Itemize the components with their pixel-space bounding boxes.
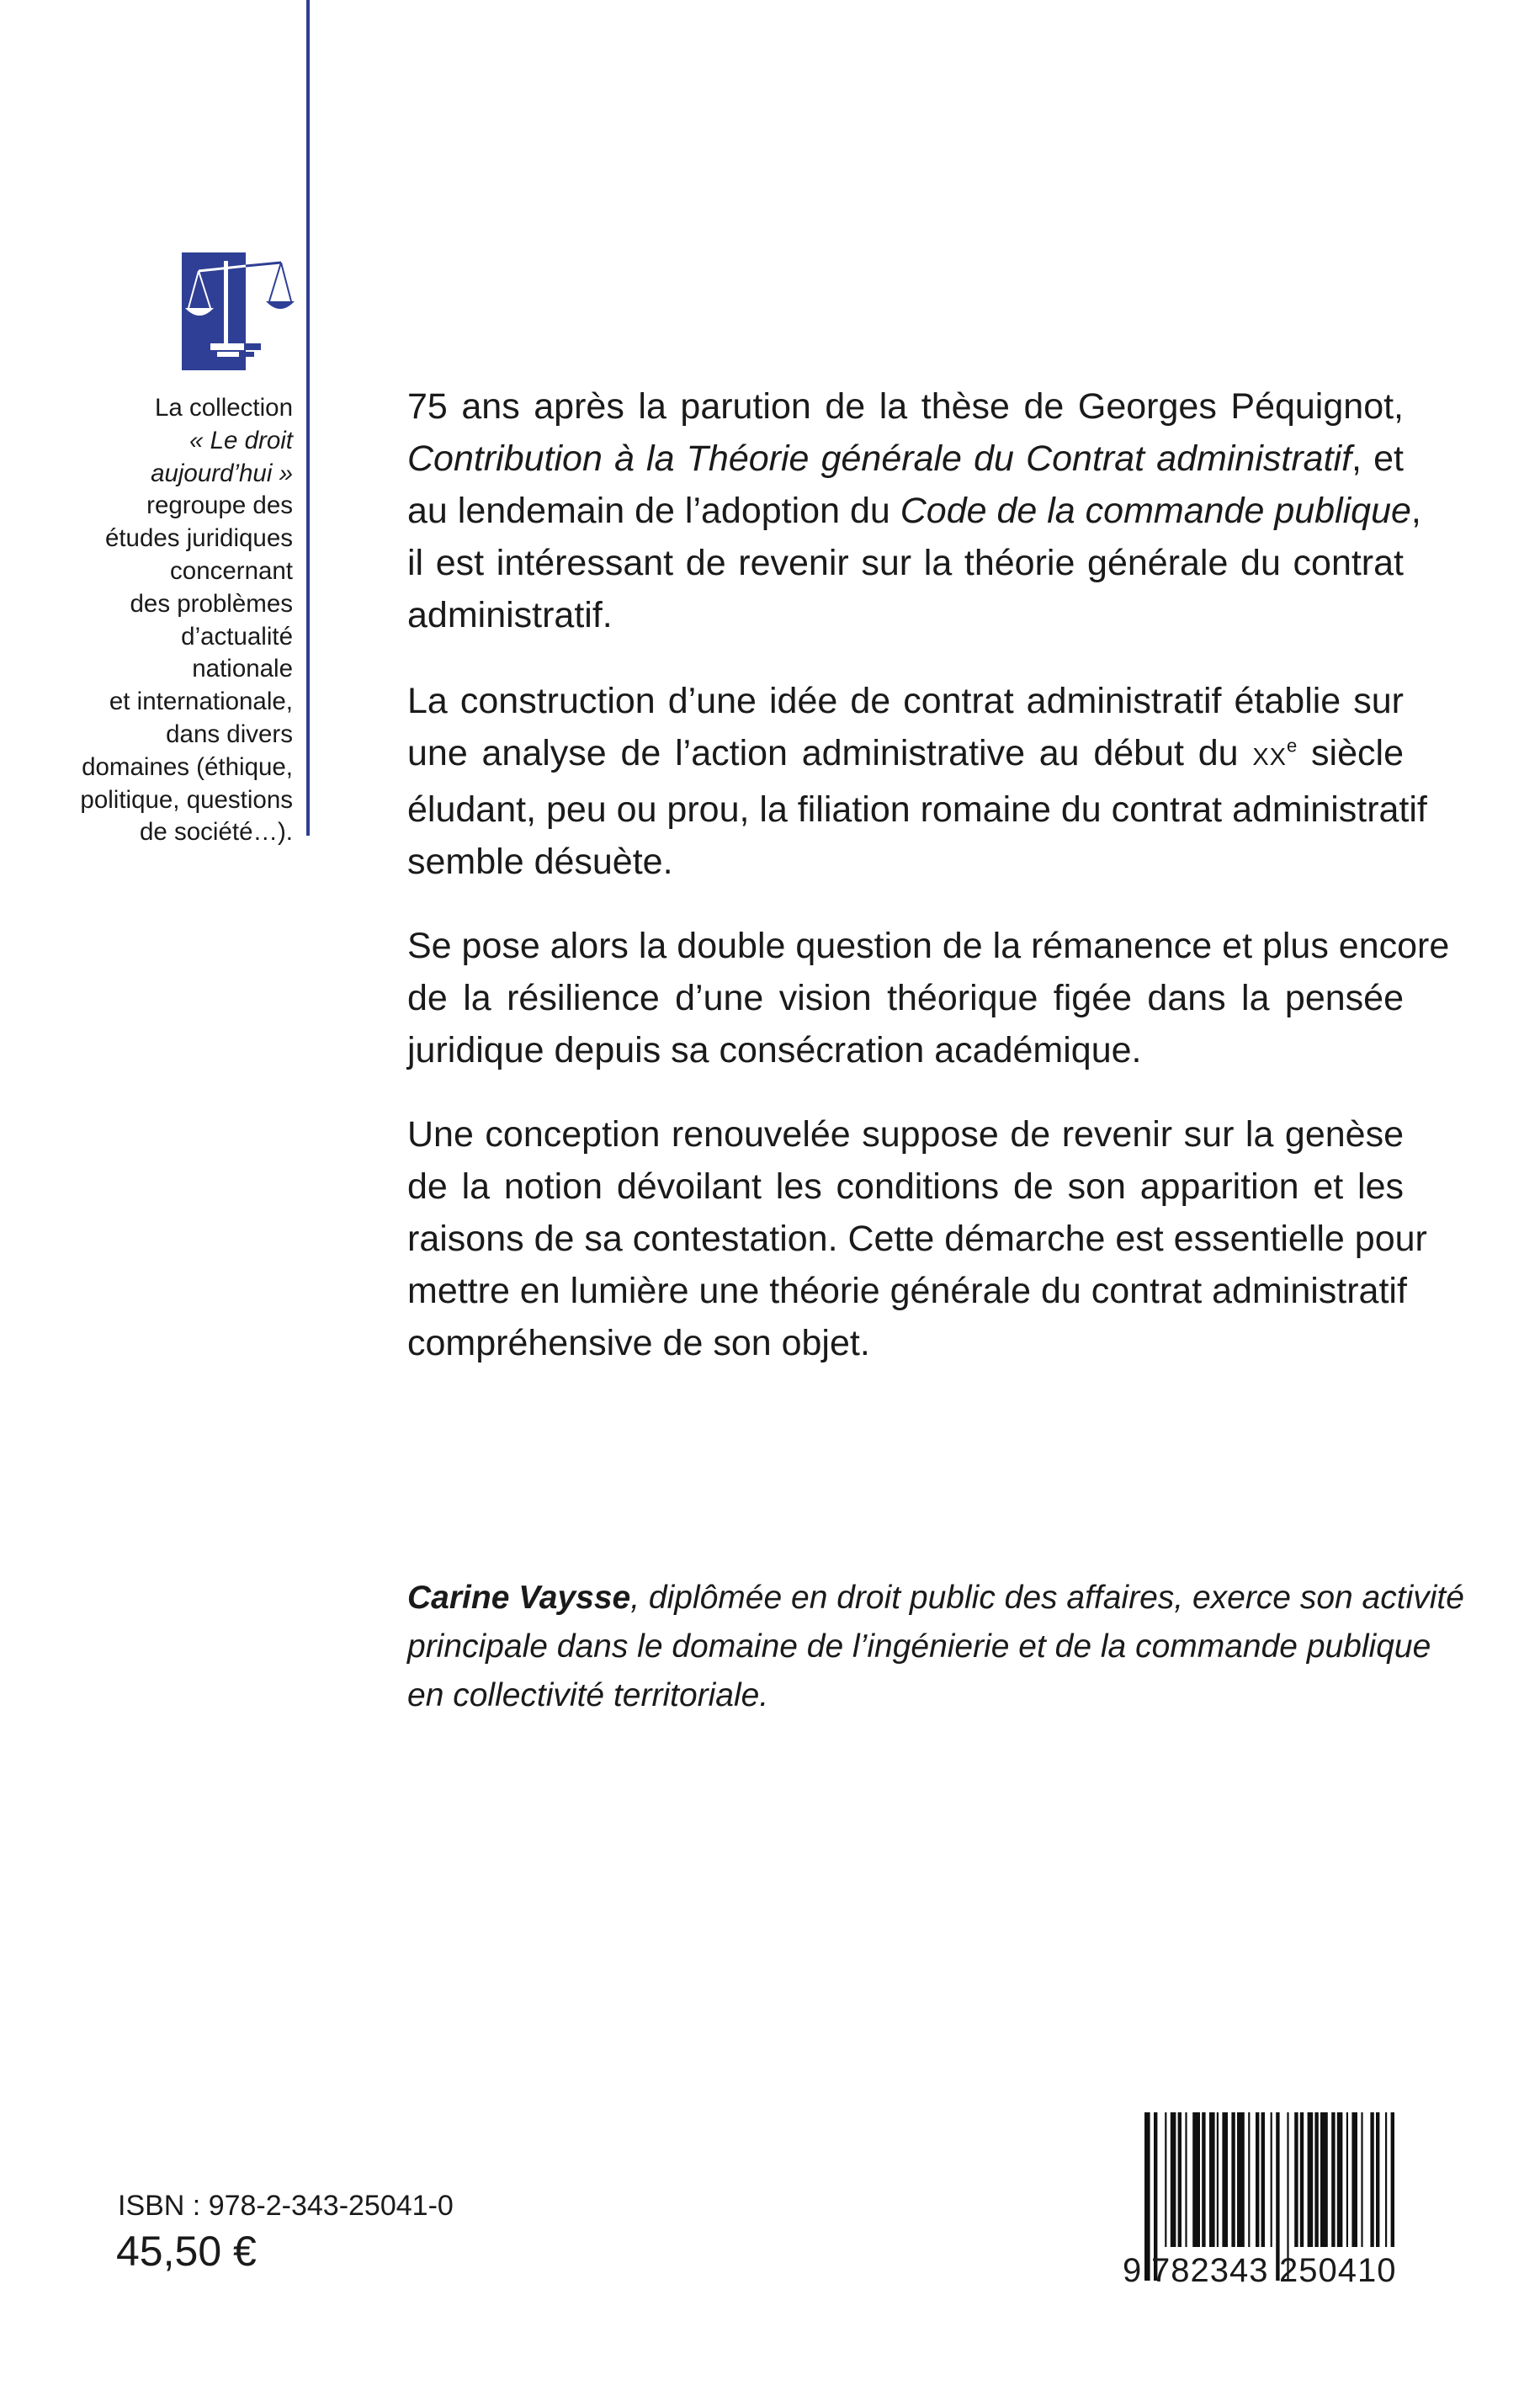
sidebar-line: études juridiques	[104, 524, 293, 553]
barcode-bar	[1231, 2112, 1235, 2247]
author-name: Carine Vaysse	[407, 1580, 631, 1616]
sidebar-line: regroupe des	[146, 491, 293, 520]
author-bio	[407, 1574, 1464, 1720]
barcode-bar	[1308, 2112, 1314, 2247]
sidebar-line: concernant	[170, 556, 293, 585]
barcode-bar	[1222, 2112, 1228, 2247]
century-numeral: XX	[1252, 744, 1288, 771]
isbn-label: ISBN : 978-2-343-25041-0	[118, 2190, 454, 2222]
text-line: 75 ans après la parution de la thèse de Georges Péquignot,	[407, 386, 1404, 427]
text-line: Se pose alors la double question de la rémanence et plus encore	[407, 926, 1450, 966]
barcode-bar	[1294, 2112, 1298, 2247]
text-line: compréhensive de son objet.	[407, 1323, 870, 1363]
sidebar-line: politique, questions	[80, 785, 293, 814]
summary-paragraph-3	[407, 920, 1450, 1076]
sidebar-line: domaines (éthique,	[82, 752, 293, 781]
text-line	[407, 433, 1404, 485]
barcode-bar	[1202, 2112, 1205, 2247]
text-fragment: , et	[1351, 438, 1404, 479]
barcode-bar	[1217, 2112, 1219, 2247]
barcode-bar	[1391, 2112, 1394, 2247]
barcode-group-1: 782343	[1151, 2252, 1269, 2289]
sidebar-line: dans divers	[166, 720, 293, 748]
barcode-bar	[1192, 2112, 1200, 2247]
sidebar-line: La collection	[155, 394, 293, 422]
text-fragment: au lendemain de l’adoption du	[407, 491, 900, 531]
text-line	[407, 1574, 1464, 1623]
sidebar-line: de société…).	[140, 818, 293, 847]
text-line: principale dans le domaine de l’ingénierie et de la commande publique	[407, 1628, 1431, 1665]
barcode-bar	[1346, 2112, 1348, 2247]
text-line: de la notion dévoilant les conditions de son apparition et les	[407, 1166, 1404, 1207]
thesis-title: Contribution à la Théorie générale du Contrat administratif	[407, 438, 1352, 479]
text-fragment: siècle	[1297, 733, 1404, 773]
price-label: 45,50 €	[116, 2228, 257, 2275]
barcode-bar	[1261, 2112, 1265, 2247]
barcode-bar	[1385, 2112, 1387, 2247]
text-fragment: ,	[1410, 491, 1421, 531]
text-fragment: une analyse de l’action administrative au début du	[407, 733, 1253, 773]
barcode-bar	[1320, 2112, 1328, 2247]
sidebar-line: des problèmes	[130, 589, 293, 618]
text-fragment: , diplômée en droit public des affaires, exerce son activité	[630, 1580, 1464, 1616]
barcode-first-digit: 9	[1123, 2252, 1143, 2289]
barcode-bar	[1337, 2112, 1343, 2247]
vertical-rule	[306, 0, 310, 836]
barcode-bar	[1248, 2112, 1250, 2247]
sidebar-line: « Le droit	[189, 426, 293, 454]
barcode-bar	[1314, 2112, 1318, 2247]
text-line: semble désuète.	[407, 842, 673, 882]
sidebar-line: aujourd’hui »	[151, 459, 293, 487]
sidebar-line: d’actualité	[181, 622, 293, 651]
scales-of-justice-icon	[182, 252, 295, 370]
barcode-bar	[1185, 2112, 1187, 2247]
barcode-bar	[1256, 2112, 1259, 2247]
text-line	[407, 727, 1404, 783]
barcode-bar	[1370, 2112, 1373, 2247]
barcode-bar	[1361, 2112, 1362, 2247]
barcode-bar	[1171, 2112, 1176, 2247]
barcode-bar	[1209, 2112, 1215, 2247]
summary-paragraph-4	[407, 1108, 1427, 1369]
text-line	[407, 485, 1421, 537]
text-line: mettre en lumière une théorie générale du contrat administratif	[407, 1271, 1407, 1311]
summary-text	[407, 380, 1450, 1401]
barcode-bar	[1331, 2112, 1335, 2247]
summary-paragraph-1	[407, 380, 1421, 641]
text-line: raisons de sa contestation. Cette démarche est essentielle pour	[407, 1219, 1427, 1259]
text-line: Une conception renouvelée suppose de revenir sur la genèse	[407, 1114, 1404, 1155]
barcode-bar	[1271, 2112, 1272, 2247]
barcode-bar	[1237, 2112, 1245, 2247]
barcode-bar	[1300, 2112, 1304, 2247]
text-line: en collectivité territoriale.	[407, 1677, 769, 1713]
barcode-bar	[1178, 2112, 1182, 2247]
sidebar-line: et internationale,	[109, 688, 293, 716]
text-line: éludant, peu ou prou, la filiation romaine du contrat administratif	[407, 789, 1427, 830]
barcode-bar	[1144, 2112, 1150, 2281]
sidebar-line: nationale	[192, 655, 293, 683]
text-line: de la résilience d’une vision théorique figée dans la pensée	[407, 978, 1404, 1018]
century-superscript: e	[1287, 735, 1298, 757]
collection-description	[77, 392, 293, 849]
text-line: administratif.	[407, 595, 613, 635]
text-line: La construction d’une idée de contrat administratif établie sur	[407, 681, 1404, 721]
barcode-bar	[1165, 2112, 1166, 2247]
code-title: Code de la commande publique	[900, 491, 1411, 531]
text-line: il est intéressant de revenir sur la théorie générale du contrat	[407, 543, 1404, 583]
barcode-bar	[1351, 2112, 1357, 2247]
text-line: juridique depuis sa consécration académique.	[407, 1030, 1142, 1070]
barcode-group-2: 250410	[1279, 2252, 1397, 2289]
summary-paragraph-2	[407, 675, 1427, 888]
barcode-bar	[1376, 2112, 1379, 2247]
